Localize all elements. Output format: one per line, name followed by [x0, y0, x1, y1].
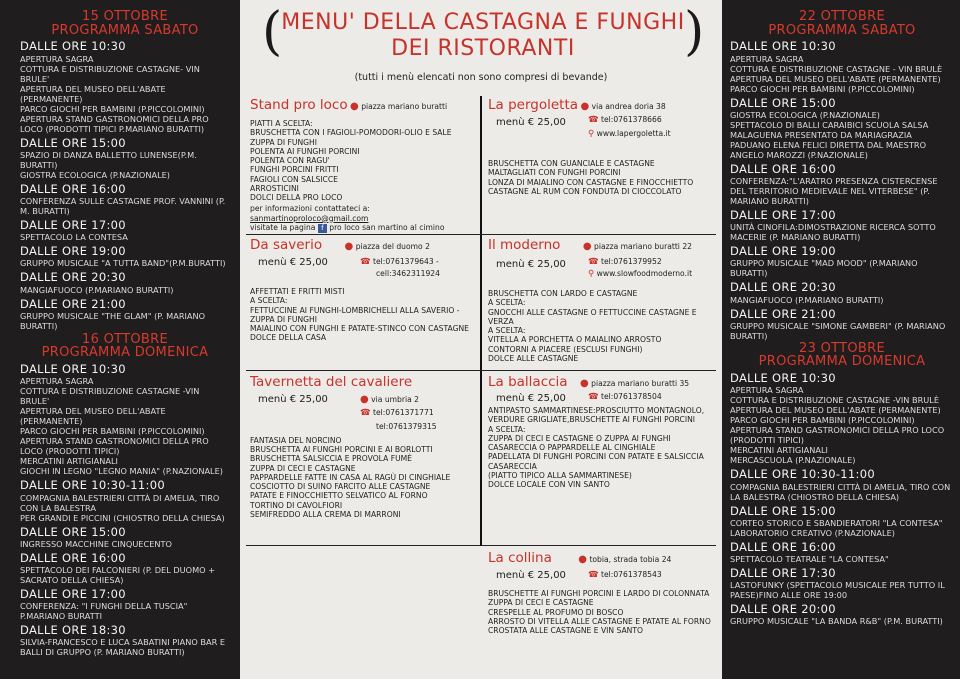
row-divider [246, 234, 716, 235]
dish-item: TORTINO DI CAVOLFIORI [250, 500, 343, 510]
phone-icon: ☎ [360, 407, 371, 418]
row-divider [246, 545, 480, 546]
dish-item: AFFETTATI E FRITTI MISTI [250, 287, 345, 297]
event-time: DALLE ORE 18:30 [20, 623, 126, 638]
domenica-16-events [20, 363, 230, 657]
event-description: APERTURA SAGRA [20, 53, 94, 64]
event-item [20, 245, 230, 268]
restaurant-address: via umbria 2 [371, 394, 419, 404]
event-description: MERCATINI ARTIGIANALI [730, 445, 828, 456]
event-item [20, 479, 230, 522]
dish-item: POLENTA CON RAGU' [250, 156, 330, 166]
dish-item: ARROSTO DI VITELLA ALLE CASTAGNE E PATATE AL FORNO [488, 616, 711, 626]
dish-item: CONTORNI A PIACERE (ESCLUSI FUNGHI) [488, 344, 643, 354]
restaurant-menu-panel [240, 0, 722, 679]
event-description: GIOSTRA ECOLOGICA (P.NAZIONALE) [20, 169, 170, 180]
dish-item: PADELLATA DI FUNGHI PORCINI CON PATATE E SALSICCIA CASARECCIA [488, 452, 704, 471]
sabato-15-events [20, 40, 230, 331]
cell-number: cell:3462311924 [376, 269, 440, 279]
event-item [730, 163, 954, 206]
event-time: DALLE ORE 19:00 [730, 244, 836, 259]
program-label: PROGRAMMA SABATO [51, 22, 199, 38]
menu-price: menù € 25,00 [496, 570, 566, 582]
pergoletta-dish-list [488, 159, 718, 196]
dish-item: FETTUCCINE AI FUNGHI-LOMBRICHELLI ALLA SAVERIO - ZUPPA DI FUNGHI [250, 305, 460, 324]
restaurant-address: piazza del duomo 2 [355, 242, 430, 251]
event-description: SPETTACOLO TEATRALE "LA CONTESA" [730, 553, 889, 564]
menu-price: menù € 25,00 [496, 259, 566, 271]
event-description: GIOCHI IN LEGNO "LEGNO MANIA" (P.NAZIONALE) [20, 466, 223, 477]
dish-item: BRUSCHETTA CON GUANCIALE E CASTAGNE [488, 159, 655, 169]
dish-item: A SCELTA: [488, 326, 526, 336]
phone-icon: ☎ [588, 115, 599, 126]
event-description: SPETTACOLO LA CONTESA [20, 232, 128, 243]
row-divider [482, 545, 716, 546]
website-link[interactable]: www.lapergoletta.it [596, 129, 671, 139]
event-description: MERCATINI ARTIGIANALI [20, 456, 118, 467]
la-pergoletta [488, 98, 718, 196]
event-description: COTTURA E DISTRIBUZIONE CASTAGNE- VIN BRULE' [20, 63, 200, 84]
event-description: APERTURA STAND GASTRONOMICI DELLA PRO LOCO (PRODOTTI TIPICI P.MARIANO BURATTI) [20, 113, 209, 134]
dish-item: FANTASIA DEL NORCINO [250, 435, 342, 445]
dish-item: PATATE E FINOCCHIETTO SELVATICO AL FORNO [250, 491, 428, 501]
menu-price: menù € 25,00 [258, 257, 328, 269]
dish-item: A SCELTA: [488, 298, 526, 308]
domenica-23-heading [730, 342, 954, 369]
event-description: SILVIA-FRANCESCO E LUCA SABATINI PIANO BAR E BALLI DI GRUPPO (P. MARIANO BURATTI) [20, 637, 226, 658]
dish-item: PAPPARDELLE FATTE IN CASA AL RAGÙ DI CINGHIALE [250, 472, 451, 482]
event-time: DALLE ORE 15:00 [730, 503, 836, 518]
dish-item: FUNGHI PORCINI FRITTI [250, 165, 339, 175]
event-item [20, 588, 230, 621]
dish-item: MAIALINO CON FUNGHI E PATATE-STINCO CON CASTAGNE [250, 324, 469, 334]
event-description: CONFERENZA: "I FUNGHI DELLA TUSCIA" P.MARIANO BURATTI [20, 601, 188, 622]
dish-item: BRUSCHETTA SALSICCIA E PROVOLA FUMÈ [250, 454, 412, 464]
event-item [20, 298, 230, 331]
dish-item: MALTAGLIATI CON FUNGHI PORCINI [488, 168, 621, 178]
dish-item: VITELLA A PORCHETTA O MAIALINO ARROSTO [488, 335, 662, 345]
dish-item: ANTIPASTO SAMMARTINESE:PROSCIUTTO MONTAGNOLO, VERDURE GRIGLIATE,BRUSCHETTE AI FUNGHI PORCINI [488, 406, 705, 425]
event-description: GIOSTRA ECOLOGICA (P.NAZIONALE) [730, 109, 880, 120]
dish-item: DOLCI DELLA PRO LOCO [250, 193, 343, 203]
restaurant-address: piazza mariano buratti 35 [591, 379, 690, 388]
event-time: DALLE ORE 15:00 [730, 95, 836, 110]
la-collina [488, 551, 718, 635]
menu-title-line2: DEI RISTORANTI [391, 36, 575, 62]
column-divider [480, 96, 482, 546]
dish-item: BRUSCHETTA AI FUNGHI PORCINI E AI BORLOTTI [250, 445, 433, 455]
la-ballaccia [488, 375, 718, 489]
event-time: DALLE ORE 16:00 [20, 181, 126, 196]
left-program-panel [0, 0, 240, 679]
tavernetta-dish-list [250, 436, 478, 519]
restaurant-name: Il moderno [488, 237, 561, 253]
restaurant-name: La ballaccia [488, 374, 568, 390]
event-description: COMPAGNIA BALESTRIERI CITTÀ DI AMELIA, TIRO CON LA BALESTRA (CHIOSTRO DELLA CHIESA) [730, 481, 951, 502]
event-time: DALLE ORE 10:30 [20, 39, 126, 54]
dish-item: DOLCE DELLA CASA [250, 333, 327, 343]
event-time: DALLE ORE 15:00 [20, 524, 126, 539]
date-label: 22 OTTOBRE [799, 9, 885, 24]
event-description: CORTEO STORICO E SBANDIERATORI "LA CONTESA" [730, 517, 943, 528]
right-program-panel [722, 0, 960, 679]
restaurant-name: Stand pro loco [250, 97, 348, 113]
search-icon: ⚲ [588, 129, 595, 140]
event-time: DALLE ORE 20:00 [730, 602, 836, 617]
event-description: MANGIAFUOCO (P.MARIANO BURATTI) [20, 284, 174, 295]
dish-item: CASARECCIA O PAPPARDELLE AL CINGHIALE [488, 443, 656, 453]
event-time: DALLE ORE 20:30 [730, 280, 836, 295]
saverio-dish-list [250, 287, 478, 343]
event-time: DALLE ORE 17:00 [20, 217, 126, 232]
event-description: APERTURA STAND GASTRONOMICI DELLA PRO LOCO (PRODOTTI TIPICI) [20, 436, 209, 457]
event-item [20, 526, 230, 549]
restaurant-name: Tavernetta del cavaliere [250, 374, 413, 390]
event-time: DALLE ORE 20:30 [20, 270, 126, 285]
menu-title [268, 10, 698, 63]
event-item [730, 97, 954, 160]
facebook-icon: f [318, 224, 327, 233]
dish-item: ARROSTICINI [250, 183, 299, 193]
event-item [730, 308, 954, 341]
event-description: PARCO GIOCHI PER BAMBINI (P.PICCOLOMINI) [20, 426, 205, 437]
event-time: DALLE ORE 10:30 [20, 362, 126, 377]
restaurant-name: Da saverio [250, 237, 323, 253]
event-item [20, 552, 230, 585]
stand-dish-list [250, 119, 478, 202]
sabato-15-heading [20, 10, 230, 37]
menu-title-line1: MENU' DELLA CASTAGNA E FUNGHI [281, 10, 685, 35]
event-description: GRUPPO MUSICALE "THE GLAM" (P. MARIANO BURATTI) [20, 310, 206, 331]
event-description: UNITÀ CINOFILA:DIMOSTRAZIONE RICERCA SOTTO MACERIE (P. MARIANO BURATTI) [730, 222, 936, 243]
event-description: APERTURA DEL MUSEO DELL'ABATE (PERMANENTE) [730, 405, 941, 416]
collina-dish-list [488, 589, 718, 635]
event-description: APERTURA DEL MUSEO DELL'ABATE (PERMANENTE) [20, 83, 166, 104]
event-item [730, 567, 954, 600]
dish-item: ZUPPA DI FUNGHI [250, 137, 317, 147]
location-pin-icon: ● [582, 241, 592, 252]
dish-item: CRESPELLE AL PROFUMO DI BOSCO [488, 607, 624, 617]
dish-item: DOLCE ALLE CASTAGNE [488, 353, 579, 363]
event-time: DALLE ORE 21:00 [20, 296, 126, 311]
event-description: GRUPPO MUSICALE "LA BANDA R&B" (P.M. BURATTI) [730, 616, 943, 627]
event-time: DALLE ORE 15:00 [20, 135, 126, 150]
event-time: DALLE ORE 21:00 [730, 306, 836, 321]
program-label: PROGRAMMA DOMENICA [758, 354, 926, 370]
event-description: SPETTACOLO DEI FALCONIERI (P. DEL DUOMO + SACRATO DELLA CHIESA) [20, 564, 216, 585]
info-text: visitate la pagina [250, 222, 316, 232]
da-saverio [250, 238, 478, 343]
dish-item: CASTAGNE AL RUM CON FONDUTA DI CIOCCOLATO [488, 186, 682, 196]
stand-pro-loco [250, 98, 478, 233]
event-description: SPETTACOLO DI BALLI CARAIBICI SCUOLA SALSA MALAGUENA PRESENTATO DA MARIAGRAZIA PADUANO ELENA FELICI DIRETTA DAL MAESTRO ANGELO MAROZZI (P.NAZIONALE) [730, 119, 929, 160]
program-label: PROGRAMMA SABATO [768, 22, 916, 38]
event-description: LASTOFUNKY (SPETTACOLO MUSICALE PER TUTTO IL PAESE)FINO ALLE ORE 19:00 [730, 580, 945, 601]
event-description: APERTURA SAGRA [730, 53, 804, 64]
restaurant-address: piazza mariano buratti [361, 102, 448, 111]
event-time: DALLE ORE 10:30-11:00 [730, 467, 875, 482]
event-item [730, 209, 954, 242]
event-description: COTTURA E DISTRIBUZIONE CASTAGNE -VIN BRULÈ [730, 395, 940, 406]
restaurant-address: via andrea doria 38 [591, 102, 666, 111]
phone-number: tel:0761371771 [373, 407, 434, 417]
event-time: DALLE ORE 16:00 [20, 550, 126, 565]
dish-item: A SCELTA: [250, 296, 288, 306]
dish-item: ZUPPA DI CECI E CASTAGNE [250, 463, 356, 473]
phone-icon: ☎ [588, 257, 599, 268]
dish-item: PIATTI A SCELTA: [250, 119, 313, 129]
moderno-dish-list [488, 289, 718, 363]
event-item [730, 603, 954, 626]
dish-item: BRUSCHETTA CON LARDO E CASTAGNE [488, 289, 638, 299]
event-item [730, 541, 954, 564]
location-pin-icon: ● [344, 241, 354, 252]
event-time: DALLE ORE 16:00 [730, 161, 836, 176]
date-label: 16 OTTOBRE [82, 331, 168, 347]
facebook-page-link[interactable]: pro loco san martino al cimino [329, 222, 445, 232]
email-link[interactable]: sanmartinoproloco@gmail.com [250, 213, 369, 223]
event-description: PARCO GIOCHI PER BAMBINI (P.PICCOLOMINI) [730, 415, 915, 426]
phone-number: tel:0761378543 [601, 570, 662, 580]
event-time: DALLE ORE 17:00 [730, 207, 836, 222]
event-description: MANGIAFUOCO (P.MARIANO BURATTI) [730, 294, 884, 305]
event-description: APERTURA DEL MUSEO DELL'ABATE (PERMANENTE) [730, 73, 941, 84]
phone-number: tel:0761379952 [601, 257, 662, 267]
event-item [20, 137, 230, 180]
restaurant-address: piazza mariano buratti 22 [594, 242, 692, 251]
event-item [20, 219, 230, 242]
location-pin-icon: ● [350, 101, 359, 112]
event-time: DALLE ORE 16:00 [730, 539, 836, 554]
event-item [20, 40, 230, 133]
date-label: 15 OTTOBRE [82, 9, 168, 24]
event-description: INGRESSO MACCHINE CINQUECENTO [20, 538, 172, 549]
dish-item: GNOCCHI ALLE CASTAGNE O FETTUCCINE CASTAGNE E VERZA [488, 307, 697, 326]
phone-icon: ☎ [588, 392, 599, 403]
event-time: DALLE ORE 10:30 [730, 371, 836, 386]
phone-number-2: tel:0761379315 [376, 421, 437, 431]
domenica-23-events [730, 372, 954, 626]
dish-item: ZUPPA DI CECI E CASTAGNE O ZUPPA AI FUNGHI [488, 433, 671, 443]
date-label: 23 OTTOBRE [799, 340, 885, 356]
event-time: DALLE ORE 19:00 [20, 244, 126, 259]
event-description: APERTURA SAGRA [20, 376, 94, 387]
event-description: PER GRANDI E PICCINI (CHIOSTRO DELLA CHIESA) [20, 512, 225, 523]
dish-item: CROSTATA ALLE CASTAGNE E VIN SANTO [488, 626, 643, 636]
event-item [20, 624, 230, 657]
event-item [20, 363, 230, 476]
event-item [20, 183, 230, 216]
dish-item: BRUSCHETTE AI FUNGHI PORCINI E LARDO DI COLONNATA [488, 589, 710, 599]
dish-item: (PIATTO TIPICO ALLA SAMMARTINESE) [488, 470, 632, 480]
event-item [730, 505, 954, 538]
event-time: DALLE ORE 17:30 [730, 565, 836, 580]
dish-item: BRUSCHETTA CON I FAGIOLI-POMODORI-OLIO E SALE [250, 128, 452, 138]
event-description: CONFERENZA:"L'ARATRO PRESENZA CISTERCENSE DEL TERRITORIO MEDIEVALE NEL VITERBESE" (P. MARIANO BURATTI) [730, 175, 938, 206]
menu-price: menù € 25,00 [496, 393, 566, 405]
search-icon: ⚲ [588, 269, 595, 280]
event-description: LABORATORIO CREATIVO (P.NAZIONALE) [730, 527, 895, 538]
dish-item: LONZA DI MAIALINO CON CASTAGNE E FINOCCHIETTO [488, 177, 694, 187]
il-moderno [488, 238, 718, 363]
event-description: APERTURA STAND GASTRONOMICI DELLA PRO LOCO (PRODOTTI TIPICI) [730, 425, 945, 446]
event-description: PARCO GIOCHI PER BAMBINI (P.PICCOLOMINI) [730, 83, 915, 94]
dish-item: FAGIOLI CON SALSICCE [250, 174, 338, 184]
event-item [730, 245, 954, 278]
event-time: DALLE ORE 17:00 [20, 586, 126, 601]
phone-icon: ☎ [360, 257, 371, 268]
menu-subtitle: (tutti i menù elencati non sono compresi di bevande) [354, 72, 608, 83]
phone-number: tel:0761379643 - [373, 257, 439, 267]
location-pin-icon: ● [578, 554, 588, 565]
event-item [20, 271, 230, 294]
event-description: COTTURA E DISTRIBUZIONE CASTAGNE -VIN BRULE' [20, 386, 200, 407]
event-description: COMPAGNIA BALESTRIERI CITTÀ DI AMELIA, TIRO CON LA BALESTRA [20, 492, 220, 513]
event-item [730, 372, 954, 465]
open-paren: ( [262, 2, 283, 62]
menu-price: menù € 25,00 [496, 117, 566, 129]
dish-item: POLENTA AI FUNGHI PORCINI [250, 146, 360, 156]
dish-item: SEMIFREDDO ALLA CREMA DI MARRONI [250, 509, 401, 519]
dish-item: A SCELTA: [488, 424, 526, 434]
event-description: GRUPPO MUSICALE "SIMONE GAMBERI" (P. MARIANO BURATTI) [730, 320, 946, 341]
event-description: GRUPPO MUSICALE "MAD MOOD" (P.MARIANO BURATTI) [730, 258, 918, 279]
event-description: APERTURA SAGRA [730, 385, 804, 396]
phone-icon: ☎ [588, 570, 599, 581]
event-description: APERTURA DEL MUSEO DELL'ABATE (PERMANENTE) [20, 406, 166, 427]
dish-item: ZUPPA DI CECI E CASTAGNE [488, 598, 594, 608]
close-paren: ) [684, 2, 705, 62]
location-pin-icon: ● [580, 378, 589, 389]
event-description: CONFERENZA SULLE CASTAGNE PROF. VANNINI (P. M. BURATTI) [20, 195, 226, 216]
event-description: MERCASCUOLA (P.NAZIONALE) [730, 455, 856, 466]
restaurant-name: La pergoletta [488, 97, 579, 113]
domenica-16-heading [20, 333, 230, 360]
restaurant-address: tobia, strada tobia 24 [589, 555, 672, 564]
menu-price: menù € 25,00 [258, 393, 328, 405]
row-divider [246, 370, 716, 371]
tavernetta-del-cavaliere [250, 375, 478, 519]
website-link[interactable]: www.slowfoodmoderno.it [596, 269, 693, 279]
phone-number: tel:0761378504 [601, 392, 662, 402]
location-pin-icon: ● [580, 101, 590, 112]
event-item [730, 468, 954, 501]
program-label: PROGRAMMA DOMENICA [41, 345, 209, 361]
dish-item: DOLCE LOCALE CON VIN SANTO [488, 480, 610, 490]
event-description: PARCO GIOCHI PER BAMBINI (P.PICCOLOMINI) [20, 103, 205, 114]
sabato-22-heading [730, 10, 954, 37]
event-description: SPAZIO DI DANZA BALLETTO LUNENSE(P.M. BURATTI) [20, 149, 197, 170]
event-item [730, 40, 954, 93]
restaurant-name: La collina [488, 550, 552, 566]
ballaccia-dish-list [488, 406, 718, 489]
info-text: per informazioni contattateci a: [250, 204, 370, 214]
phone-number: tel:0761378666 [601, 115, 662, 125]
location-pin-icon: ● [360, 393, 369, 405]
sabato-22-events [730, 40, 954, 341]
event-time: DALLE ORE 10:30-11:00 [20, 478, 165, 493]
event-description: GRUPPO MUSICALE "A TUTTA BAND"(P.M.BURATTI) [20, 258, 226, 269]
event-description: COTTURA E DISTRIBUZIONE CASTAGNE - VIN BRULÈ [730, 63, 943, 74]
event-time: DALLE ORE 10:30 [730, 39, 836, 54]
dish-item: COSCIOTTO DI SUINO FARCITO ALLE CASTAGNE [250, 482, 431, 492]
event-item [730, 281, 954, 304]
